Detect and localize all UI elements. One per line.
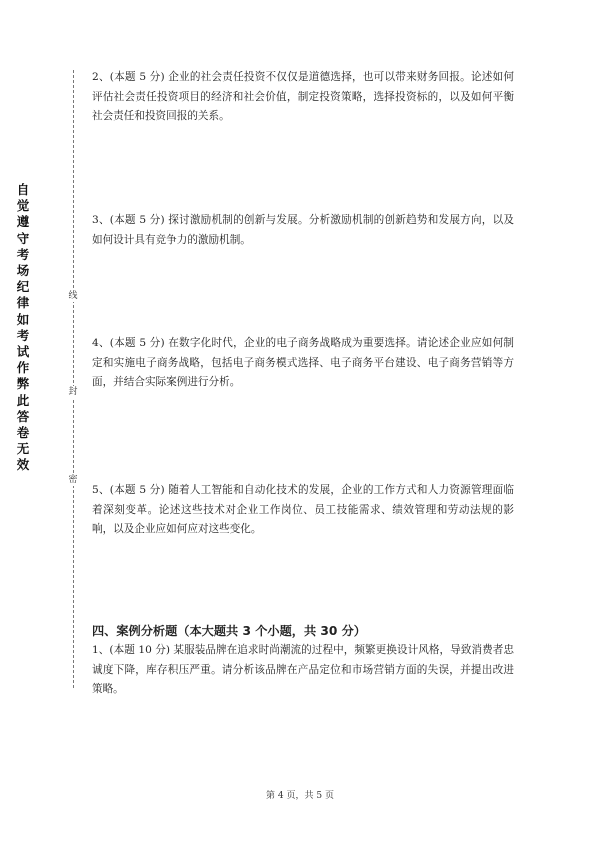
warning-char: 律: [16, 295, 30, 311]
warning-char: 觉: [16, 198, 30, 214]
warning-char: 效: [16, 457, 30, 473]
warning-char: 无: [16, 441, 30, 457]
section-title: 四、案例分析题（本大题共 3 个小题，共 30 分）: [92, 624, 366, 638]
warning-char: 作: [16, 360, 30, 376]
seal-char-mi: 密: [68, 475, 78, 485]
question-3: 3、(本题 5 分) 探讨激励机制的创新与发展。分析激励机制的创新趋势和发展方向，以及如何设计具有竞争力的激励机制。: [92, 214, 514, 246]
warning-char: 考: [16, 246, 30, 262]
warning-char: 试: [16, 344, 30, 360]
warning-char: 答: [16, 408, 30, 424]
question-5: 5、(本题 5 分) 随着人工智能和自动化技术的发展，企业的工作方式和人力资源管理面临着深刻变革。论述这些技术对企业工作岗位、员工技能需求、绩效管理和劳动法规的影响，以及企业应如何应对这些变化。: [92, 484, 514, 535]
seal-char-xian: 线: [68, 291, 78, 301]
warning-char: 场: [16, 263, 30, 279]
warning-char: 卷: [16, 425, 30, 441]
exam-discipline-warning: [16, 182, 30, 474]
warning-char: 如: [16, 311, 30, 327]
seal-char-feng: 封: [68, 387, 78, 397]
question-2: 2、(本题 5 分) 企业的社会责任投资不仅仅是道德选择，也可以带来财务回报。论述如何评估社会责任投资项目的经济和社会价值，制定投资策略，选择投资标的，以及如何平衡社会责任和投资回报的关系。: [92, 71, 514, 122]
binding-dashed-line: [73, 70, 74, 688]
case-question-1: 1、(本题 10 分) 某服装品牌在追求时尚潮流的过程中，频繁更换设计风格，导致消费者忠诚度下降，库存积压严重。请分析该品牌在产品定位和市场营销方面的失误，并提出改进策略。: [92, 644, 514, 695]
warning-char: 遵: [16, 214, 30, 230]
warning-char: 自: [16, 182, 30, 197]
warning-char: 守: [16, 230, 30, 246]
warning-char: 纪: [16, 279, 30, 295]
warning-char: 弊: [16, 376, 30, 392]
warning-char: 此: [16, 392, 30, 408]
question-4: 4、(本题 5 分) 在数字化时代，企业的电子商务战略成为重要选择。请论述企业应如何制定和实施电子商务战略，包括电子商务模式选择、电子商务平台建设、电子商务营销等方面，并结合实际案例进行分析。: [92, 337, 514, 388]
page-footer: 第 4 页，共 5 页: [266, 791, 334, 801]
warning-char: 考: [16, 327, 30, 343]
